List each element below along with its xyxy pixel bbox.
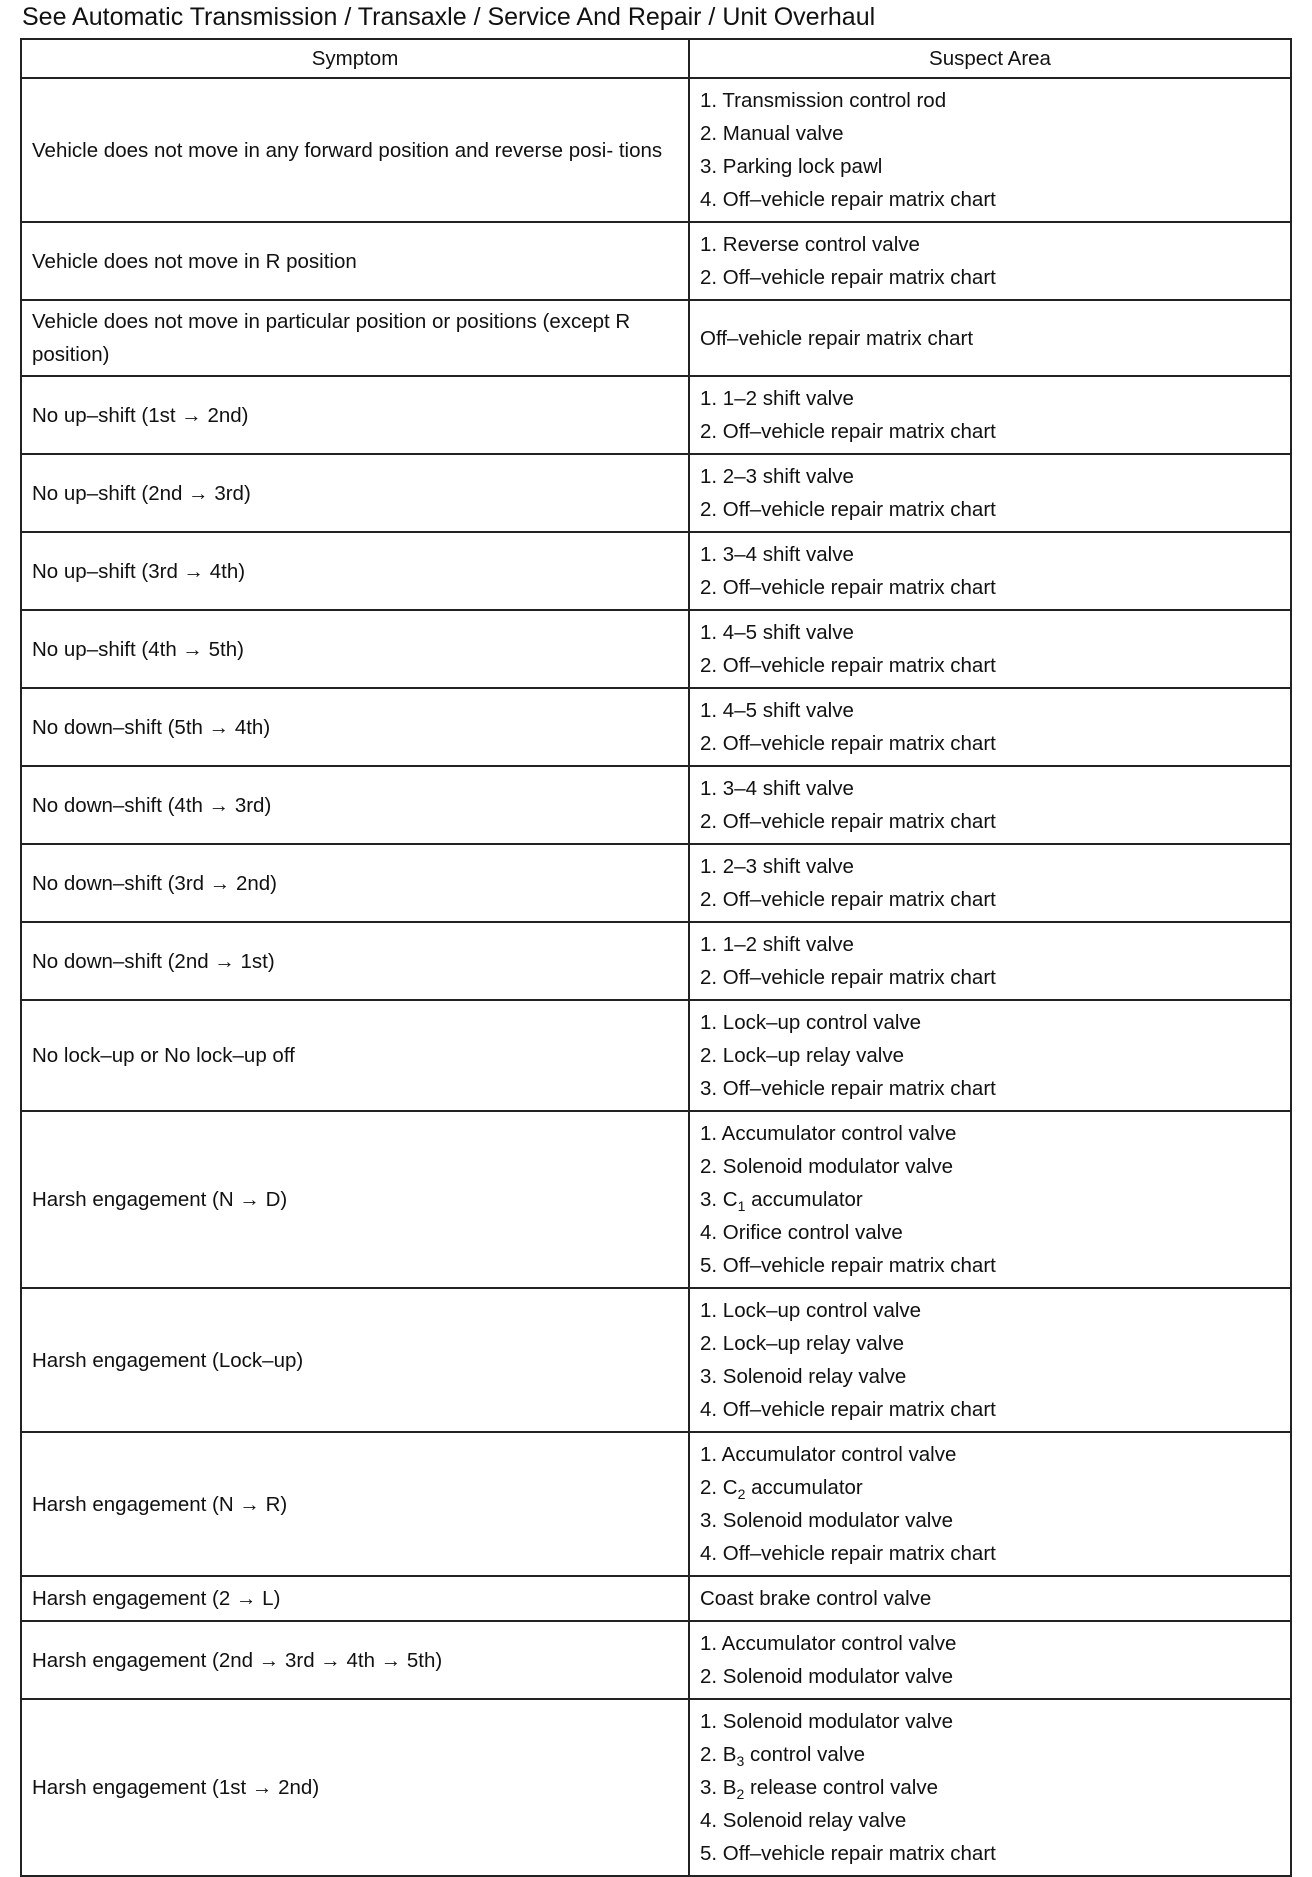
suspect-area-item: 1. 4–5 shift valve <box>700 699 854 722</box>
suspect-area-cell <box>689 1000 1291 1111</box>
table-row <box>21 1111 1291 1288</box>
table-row <box>21 1000 1291 1111</box>
suspect-area-item: 2. Off–vehicle repair matrix chart <box>700 266 996 289</box>
symptom-table <box>20 38 1292 1877</box>
suspect-area-item: 1. Reverse control valve <box>700 233 920 256</box>
suspect-area-cell <box>689 78 1291 222</box>
suspect-area-cell <box>689 376 1291 454</box>
suspect-area-cell <box>689 610 1291 688</box>
suspect-area-cell <box>689 922 1291 1000</box>
symptom-cell: Harsh engagement (2 → L) <box>21 1576 689 1621</box>
suspect-area-item: 2. Lock–up relay valve <box>700 1044 904 1067</box>
suspect-area-item: 3. Solenoid relay valve <box>700 1365 907 1388</box>
symptom-cell: No down–shift (3rd → 2nd) <box>21 844 689 922</box>
symptom-column-header: Symptom <box>21 39 689 78</box>
suspect-area-item: 1. 1–2 shift valve <box>700 387 854 410</box>
suspect-area-item: 2. Solenoid modulator valve <box>700 1155 953 1178</box>
suspect-area-item: 1. 2–3 shift valve <box>700 855 854 878</box>
table-row <box>21 376 1291 454</box>
symptom-cell: No up–shift (3rd → 4th) <box>21 532 689 610</box>
suspect-area-cell <box>689 1111 1291 1288</box>
symptom-cell: No down–shift (5th → 4th) <box>21 688 689 766</box>
suspect-area-item: 4. Solenoid relay valve <box>700 1809 907 1832</box>
suspect-area-item: 1. Accumulator control valve <box>700 1122 957 1145</box>
symptom-cell: Harsh engagement (N → D) <box>21 1111 689 1288</box>
suspect-area-item: 2. Off–vehicle repair matrix chart <box>700 498 996 521</box>
suspect-area-item: 1. Lock–up control valve <box>700 1011 922 1034</box>
symptom-cell: Harsh engagement (2nd → 3rd → 4th → 5th) <box>21 1621 689 1699</box>
suspect-area-item: 4. Off–vehicle repair matrix chart <box>700 1542 996 1565</box>
symptom-cell: No up–shift (4th → 5th) <box>21 610 689 688</box>
table-row <box>21 1621 1291 1699</box>
suspect-area-item: 1. 3–4 shift valve <box>700 777 854 800</box>
suspect-area-item: 1. 1–2 shift valve <box>700 933 854 956</box>
suspect-area-item: 3. Solenoid modulator valve <box>700 1509 953 1532</box>
suspect-area-item: Coast brake control valve <box>700 1587 932 1610</box>
suspect-area-item: 2. Manual valve <box>700 122 844 145</box>
suspect-area-item: 1. Lock–up control valve <box>700 1299 922 1322</box>
suspect-area-item: 1. Accumulator control valve <box>700 1443 957 1466</box>
table-row <box>21 766 1291 844</box>
suspect-area-cell <box>689 454 1291 532</box>
page-heading: See Automatic Transmission / Transaxle / Service And Repair / Unit Overhaul <box>22 3 876 31</box>
table-row <box>21 78 1291 222</box>
suspect-area-item: 1. 2–3 shift valve <box>700 465 854 488</box>
suspect-area-item: 2. Off–vehicle repair matrix chart <box>700 888 996 911</box>
suspect-area-cell <box>689 1621 1291 1699</box>
suspect-area-item: 5. Off–vehicle repair matrix chart <box>700 1254 996 1277</box>
table-row <box>21 454 1291 532</box>
symptom-cell: No lock–up or No lock–up off <box>21 1000 689 1111</box>
suspect-area-item: 2. Off–vehicle repair matrix chart <box>700 966 996 989</box>
suspect-area-item: 2. Off–vehicle repair matrix chart <box>700 654 996 677</box>
table-body <box>21 78 1291 1876</box>
table-row <box>21 300 1291 376</box>
suspect-area-column-header: Suspect Area <box>689 39 1291 78</box>
suspect-area-item: 2. Off–vehicle repair matrix chart <box>700 810 996 833</box>
suspect-area-cell <box>689 1699 1291 1876</box>
suspect-area-cell <box>689 766 1291 844</box>
suspect-area-item: 3. Off–vehicle repair matrix chart <box>700 1077 996 1100</box>
suspect-area-cell <box>689 844 1291 922</box>
suspect-area-item: 4. Off–vehicle repair matrix chart <box>700 188 996 211</box>
symptom-cell: No up–shift (2nd → 3rd) <box>21 454 689 532</box>
suspect-area-item: 4. Orifice control valve <box>700 1221 903 1244</box>
suspect-area-cell <box>689 688 1291 766</box>
suspect-area-item: 2. $C_2$ accumulator <box>700 1476 863 1503</box>
suspect-area-cell <box>689 532 1291 610</box>
table-row <box>21 1432 1291 1576</box>
symptom-cell: Vehicle does not move in R position <box>21 222 689 300</box>
table-row <box>21 922 1291 1000</box>
suspect-area-item: 1. Solenoid modulator valve <box>700 1710 953 1733</box>
suspect-area-item: 3. $B_2$ release control valve <box>700 1776 938 1803</box>
suspect-area-item: 1. 3–4 shift valve <box>700 543 854 566</box>
suspect-area-cell <box>689 1432 1291 1576</box>
symptom-cell: Harsh engagement (1st → 2nd) <box>21 1699 689 1876</box>
suspect-area-item: 2. Off–vehicle repair matrix chart <box>700 420 996 443</box>
suspect-area-item: 3. Parking lock pawl <box>700 155 883 178</box>
symptom-cell: Vehicle does not move in particular position or positions (except R position) <box>21 300 689 376</box>
table-row <box>21 1699 1291 1876</box>
symptom-cell: No up–shift (1st → 2nd) <box>21 376 689 454</box>
table-row <box>21 688 1291 766</box>
table-row <box>21 610 1291 688</box>
suspect-area-item: Off–vehicle repair matrix chart <box>700 326 974 350</box>
suspect-area-item: 4. Off–vehicle repair matrix chart <box>700 1398 996 1421</box>
suspect-area-item: 2. Off–vehicle repair matrix chart <box>700 576 996 599</box>
table-row <box>21 1288 1291 1432</box>
suspect-area-item: 2. Off–vehicle repair matrix chart <box>700 732 996 755</box>
suspect-area-item: 1. Accumulator control valve <box>700 1632 957 1655</box>
symptom-cell: No down–shift (2nd → 1st) <box>21 922 689 1000</box>
suspect-area-cell <box>689 1288 1291 1432</box>
symptom-cell: Vehicle does not move in any forward position and reverse posi- tions <box>21 78 689 222</box>
table-row <box>21 1576 1291 1621</box>
symptom-cell: Harsh engagement (Lock–up) <box>21 1288 689 1432</box>
suspect-area-item: 3. $C_1$ accumulator <box>700 1188 863 1215</box>
table-row <box>21 222 1291 300</box>
suspect-area-item: 5. Off–vehicle repair matrix chart <box>700 1842 996 1865</box>
suspect-area-item: 1. Transmission control rod <box>700 89 947 112</box>
suspect-area-item: 2. Solenoid modulator valve <box>700 1665 953 1688</box>
suspect-area-item: 2. Lock–up relay valve <box>700 1332 904 1355</box>
suspect-area-item: 1. 4–5 shift valve <box>700 621 854 644</box>
table-row <box>21 532 1291 610</box>
suspect-area-item: 2. $B_3$ control valve <box>700 1743 866 1770</box>
suspect-area-cell <box>689 222 1291 300</box>
suspect-area-cell <box>689 300 1291 376</box>
symptom-cell: No down–shift (4th → 3rd) <box>21 766 689 844</box>
table-header-row <box>21 39 1291 78</box>
symptom-cell: Harsh engagement (N → R) <box>21 1432 689 1576</box>
suspect-area-cell <box>689 1576 1291 1621</box>
table-row <box>21 844 1291 922</box>
